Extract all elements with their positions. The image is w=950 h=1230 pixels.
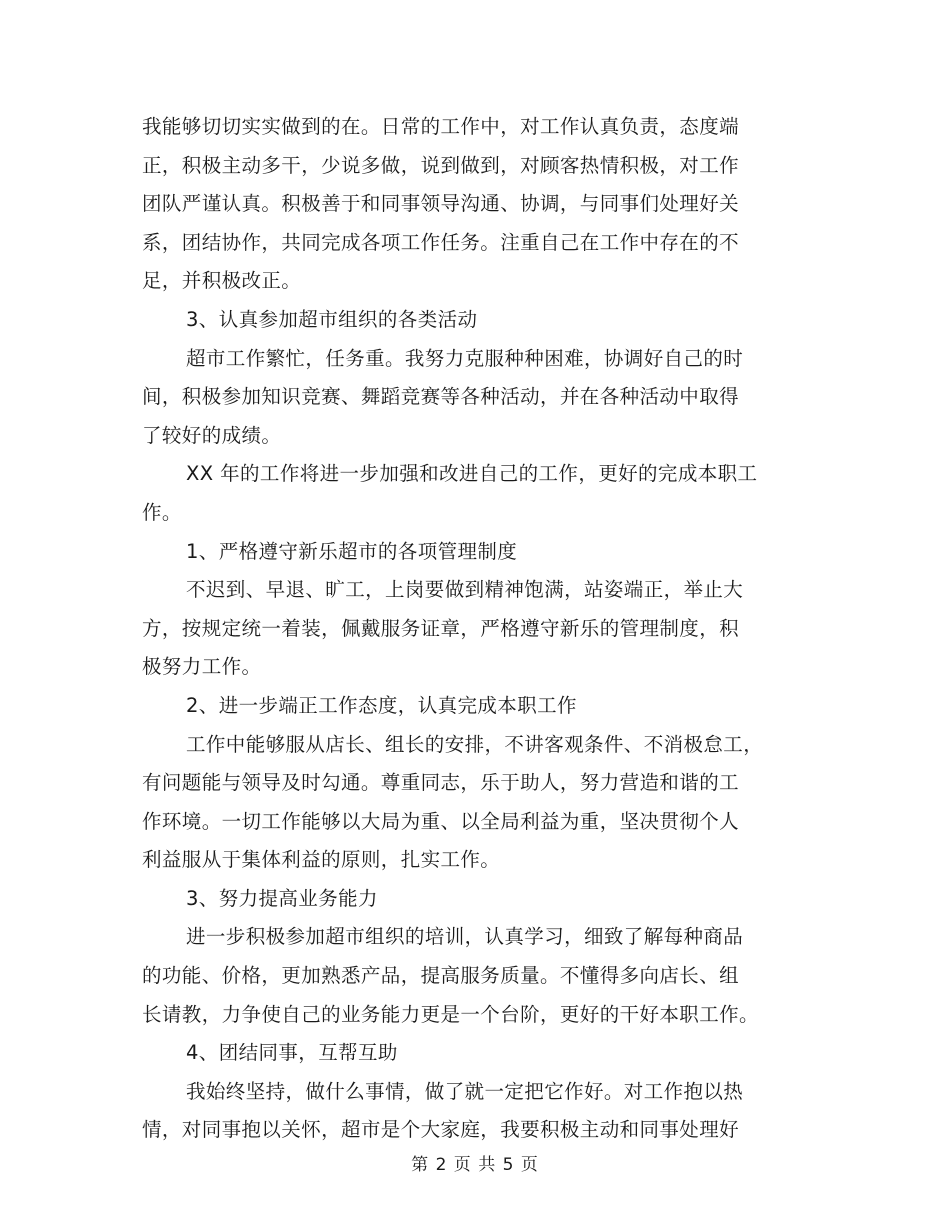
section-heading: 3、努力提高业务能力 <box>186 886 378 910</box>
text-line: 我始终坚持，做什么事情，做了就一定把它作好。对工作抱以热 <box>186 1079 744 1103</box>
section-heading: 1、严格遵守新乐超市的各项管理制度 <box>186 539 518 563</box>
section-heading: 2、进一步端正工作态度，认真完成本职工作 <box>186 693 577 717</box>
body-text <box>142 108 812 1150</box>
text-line: 团队严谨认真。积极善于和同事领导沟通、协调，与同事们处理好关 <box>142 192 740 216</box>
text-line: 间，积极参加知识竞赛、舞蹈竞赛等各种活动，并在各种活动中取得 <box>142 385 740 409</box>
text-line: 情，对同事抱以关怀，超市是个大家庭，我要积极主动和同事处理好 <box>142 1118 740 1142</box>
text-line: 方，按规定统一着装，佩戴服务证章，严格遵守新乐的管理制度，积 <box>142 616 740 640</box>
text-line: 足，并积极改正。 <box>142 269 302 293</box>
text-line: 了较好的成绩。 <box>142 423 282 447</box>
section-heading: 4、团结同事，互帮互助 <box>186 1041 398 1065</box>
text-line: 超市工作繁忙，任务重。我努力克服种种困难，协调好自己的时 <box>186 346 744 370</box>
text-line: 我能够切切实实做到的在。日常的工作中，对工作认真负责，态度端 <box>142 115 740 138</box>
text-line: 作环境。一切工作能够以大局为重、以全局利益为重，坚决贯彻个人 <box>142 809 740 833</box>
text-line: 不迟到、早退、旷工，上岗要做到精神饱满，站姿端正，举止大 <box>186 578 744 602</box>
text-line: 工作中能够服从店长、组长的安排，不讲客观条件、不消极怠工， <box>186 732 764 756</box>
page-number-footer: 第 2 页 共 5 页 <box>411 1155 539 1175</box>
text-line: 长请教，力争使自己的业务能力更是一个台阶，更好的干好本职工作。 <box>142 1002 759 1026</box>
text-line: XX 年的工作将进一步加强和改进自己的工作，更好的完成本职工 <box>186 462 758 486</box>
text-line: 利益服从于集体利益的原则，扎实工作。 <box>142 848 501 872</box>
text-line: 进一步积极参加超市组织的培训，认真学习，细致了解每种商品 <box>186 925 744 949</box>
text-line: 系，团结协作，共同完成各项工作任务。注重自己在工作中存在的不 <box>142 230 740 254</box>
text-line: 作。 <box>142 500 182 524</box>
text-line: 正，积极主动多干，少说多做，说到做到，对顾客热情积极，对工作 <box>142 153 740 177</box>
section-heading: 3、认真参加超市组织的各类活动 <box>186 307 478 331</box>
text-line: 有问题能与领导及时勾通。尊重同志，乐于助人，努力营造和谐的工 <box>142 771 740 795</box>
text-line: 极努力工作。 <box>142 655 262 679</box>
text-line: 的功能、价格，更加熟悉产品，提高服务质量。不懂得多向店长、组 <box>142 964 740 988</box>
